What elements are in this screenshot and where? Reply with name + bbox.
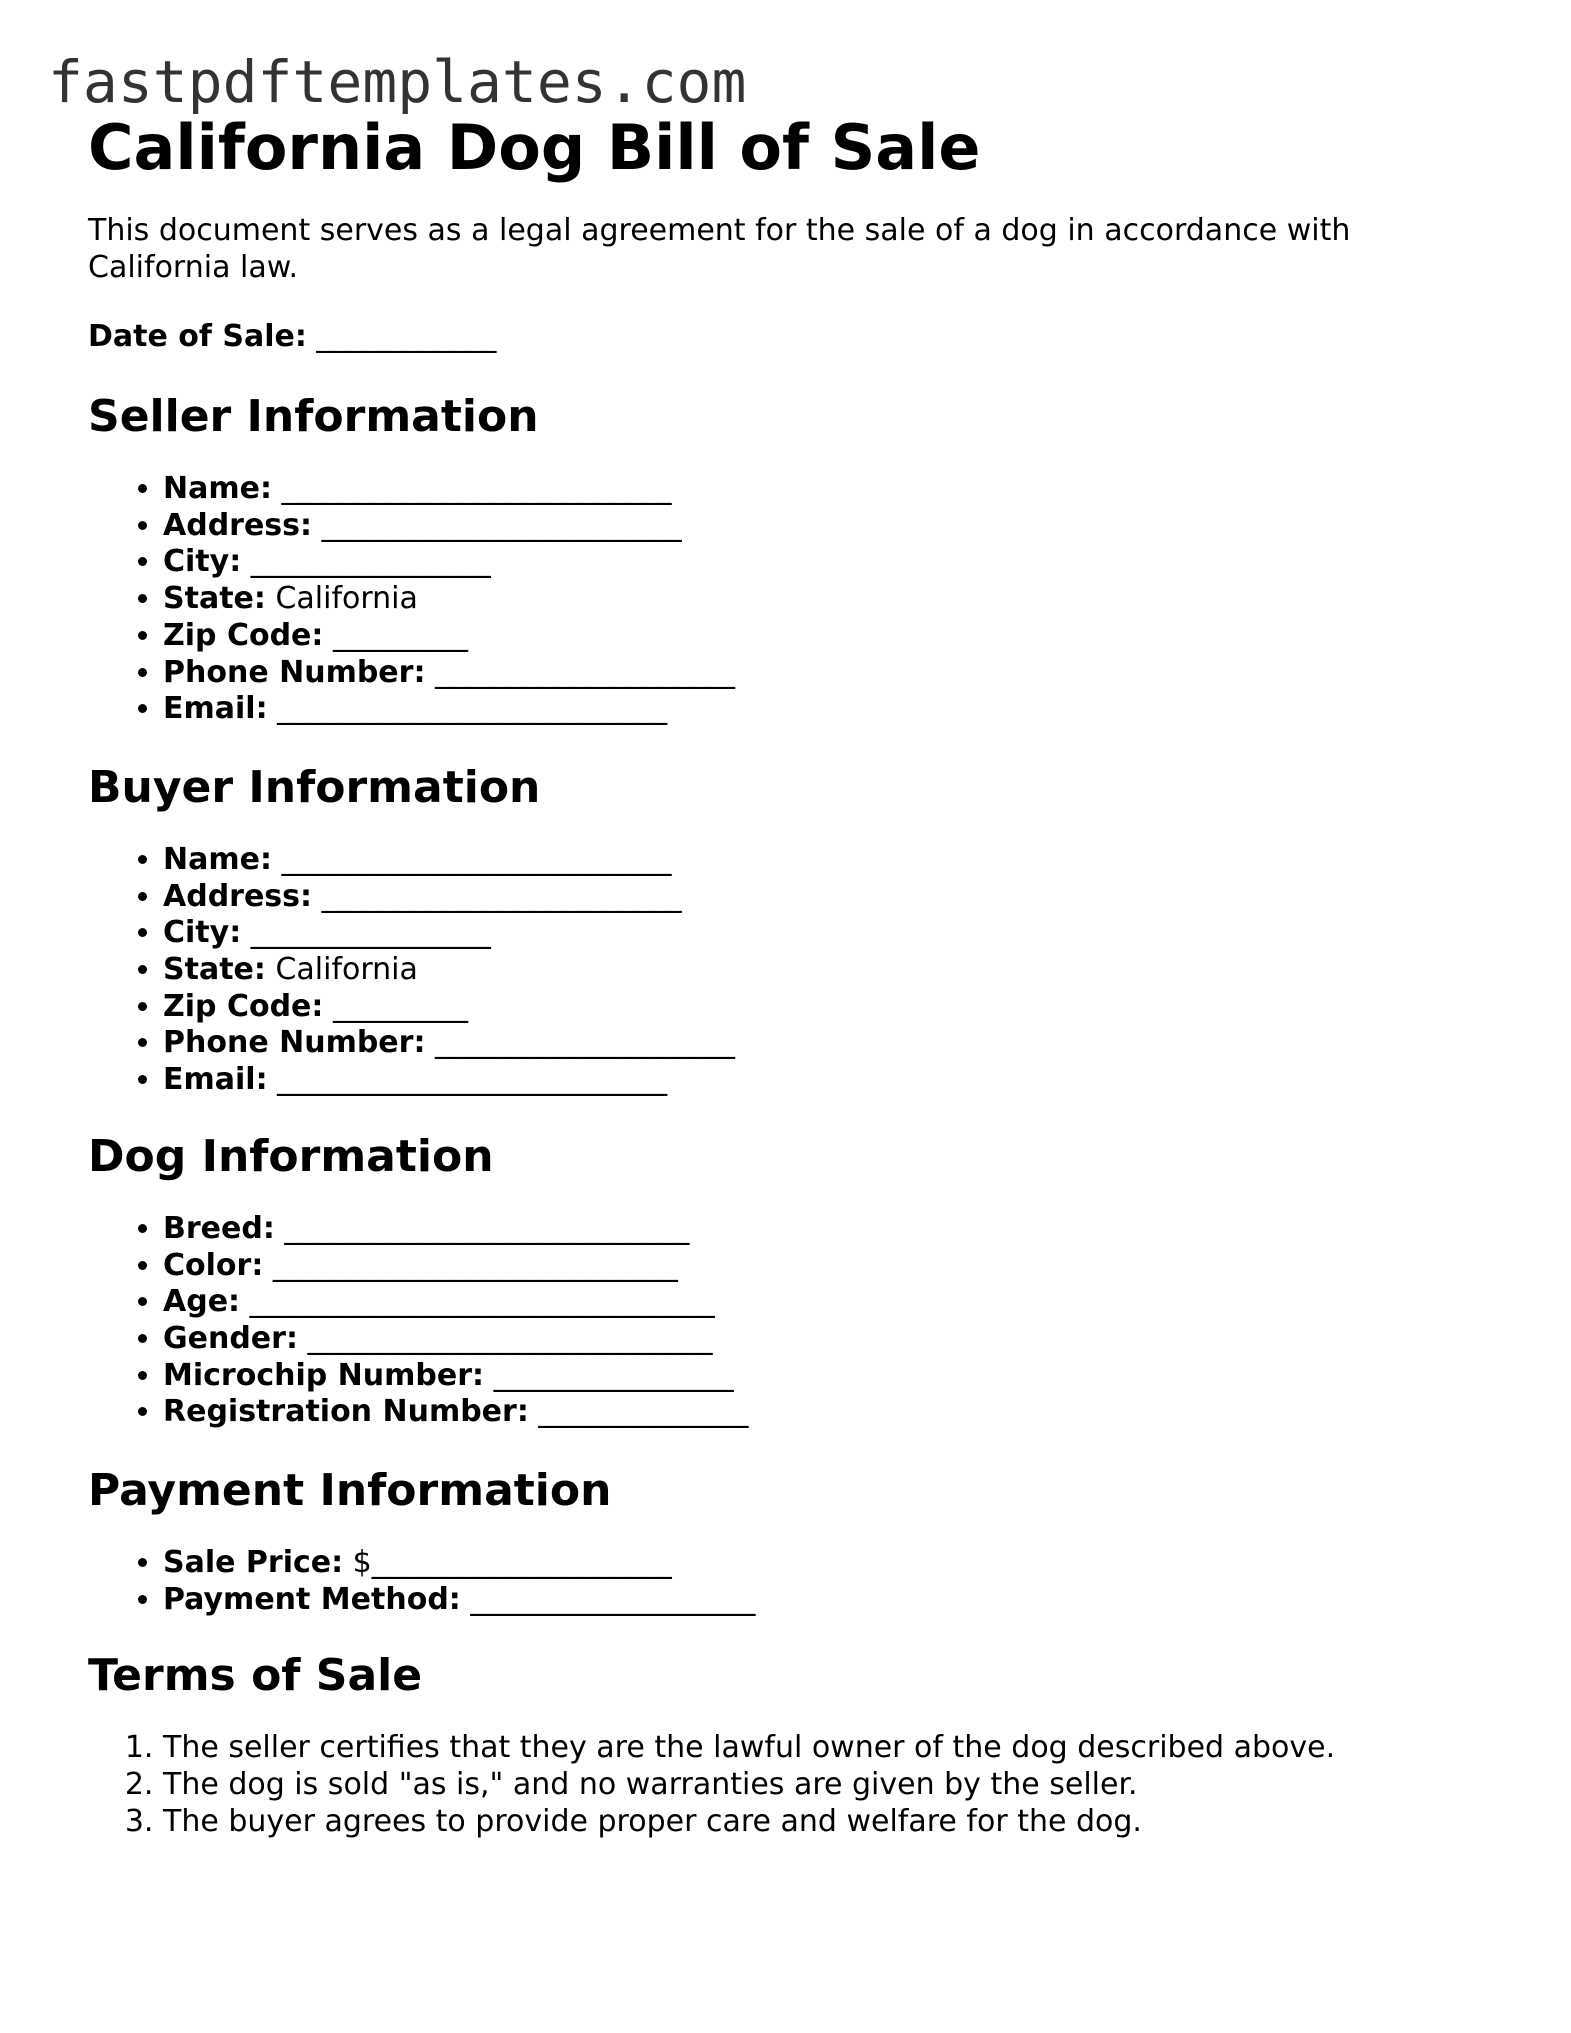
- list-item: [163, 1248, 1488, 1285]
- date-of-sale: [88, 318, 1488, 355]
- list-item: [163, 1284, 1488, 1321]
- field-blank: ________________: [493, 1357, 734, 1393]
- payment-heading: Payment Information: [88, 1465, 612, 1517]
- list-item: 3. The buyer agrees to provide proper care and welfare for the dog.: [163, 1804, 1488, 1841]
- list-item: [163, 1211, 1488, 1248]
- list-item: [163, 915, 1488, 952]
- field-label: Address:: [163, 507, 313, 543]
- field-label: Gender:: [163, 1320, 298, 1356]
- field-blank: _______________________________: [249, 1284, 715, 1320]
- list-item: [163, 691, 1488, 728]
- date-of-sale-label: Date of Sale:: [88, 319, 307, 354]
- field-value: California: [275, 952, 418, 988]
- list-item: [163, 618, 1488, 655]
- field-label: Phone Number:: [163, 654, 426, 690]
- field-blank: ___________________________: [307, 1320, 713, 1356]
- field-label: Name:: [163, 471, 272, 506]
- field-label: Email:: [163, 1062, 268, 1098]
- field-blank: ________________________: [321, 507, 682, 543]
- list-item: 1. The seller certifies that they are the lawful owner of the dog described above.: [163, 1730, 1488, 1767]
- field-label: City:: [163, 544, 242, 580]
- field-label: State:: [163, 581, 266, 617]
- dog-fields: [88, 1211, 1488, 1431]
- document-title: California Dog Bill of Sale: [88, 111, 981, 184]
- document-page: [88, 108, 1488, 1841]
- field-label: Payment Method:: [163, 1581, 461, 1617]
- field-label: Name:: [163, 841, 272, 877]
- field-blank: __________________________: [277, 691, 668, 727]
- field-blank: __________________________: [277, 1062, 668, 1098]
- field-blank: $____________________: [352, 1545, 672, 1581]
- seller-fields: [88, 471, 1488, 728]
- field-blank: ______________: [538, 1394, 749, 1430]
- list-item: [163, 544, 1488, 581]
- list-item: [163, 1025, 1488, 1062]
- field-label: Registration Number:: [163, 1394, 529, 1430]
- field-label: Microchip Number:: [163, 1357, 485, 1393]
- field-blank: ________________: [250, 544, 491, 580]
- field-blank: ___________________: [470, 1581, 756, 1617]
- field-blank: _________: [332, 617, 468, 653]
- list-item: [163, 879, 1488, 916]
- field-label: Email:: [163, 691, 268, 727]
- field-label: Phone Number:: [163, 1025, 426, 1061]
- list-item: [163, 1358, 1488, 1395]
- list-item: [163, 1545, 1488, 1582]
- field-blank: ___________________________: [284, 1210, 690, 1246]
- field-blank: ________________________: [321, 878, 682, 914]
- buyer-fields: [88, 842, 1488, 1099]
- field-blank: ________________: [250, 915, 491, 951]
- list-item: [163, 1582, 1488, 1619]
- list-item: [163, 989, 1488, 1026]
- field-label: City:: [163, 915, 242, 951]
- buyer-heading: Buyer Information: [88, 761, 541, 813]
- field-label: State:: [163, 952, 266, 988]
- intro-paragraph: This document serves as a legal agreement for the sale of a dog in accordance with California law.: [88, 213, 1351, 285]
- terms-list: [88, 1730, 1488, 1840]
- field-label: Age:: [163, 1284, 241, 1320]
- field-label: Zip Code:: [163, 617, 324, 653]
- field-blank: __________________________: [281, 471, 672, 506]
- list-item: [163, 508, 1488, 545]
- field-blank: _________: [332, 988, 468, 1024]
- list-item: [163, 842, 1488, 879]
- field-blank: ____________________: [435, 1025, 735, 1061]
- date-of-sale-blank: ____________: [316, 319, 497, 354]
- field-label: Address:: [163, 878, 313, 914]
- terms-heading: Terms of Sale: [88, 1650, 423, 1702]
- list-item: [163, 1062, 1488, 1099]
- list-item: [163, 1321, 1488, 1358]
- field-label: Breed:: [163, 1210, 275, 1246]
- list-item: [163, 471, 1488, 508]
- watermark: fastpdftemplates.com: [48, 48, 747, 116]
- field-label: Color:: [163, 1247, 264, 1283]
- field-blank: ___________________________: [272, 1247, 678, 1283]
- field-value: California: [275, 581, 418, 617]
- seller-heading: Seller Information: [88, 391, 539, 442]
- list-item: [163, 581, 1488, 618]
- payment-fields: [88, 1545, 1488, 1618]
- list-item: [163, 952, 1488, 989]
- list-item: [163, 655, 1488, 692]
- list-item: 2. The dog is sold "as is," and no warranties are given by the seller.: [163, 1767, 1488, 1804]
- field-blank: __________________________: [281, 841, 672, 877]
- field-label: Zip Code:: [163, 988, 324, 1024]
- dog-heading: Dog Information: [88, 1130, 494, 1182]
- list-item: [163, 1394, 1488, 1431]
- field-label: Sale Price:: [163, 1545, 344, 1581]
- field-blank: ____________________: [435, 654, 735, 690]
